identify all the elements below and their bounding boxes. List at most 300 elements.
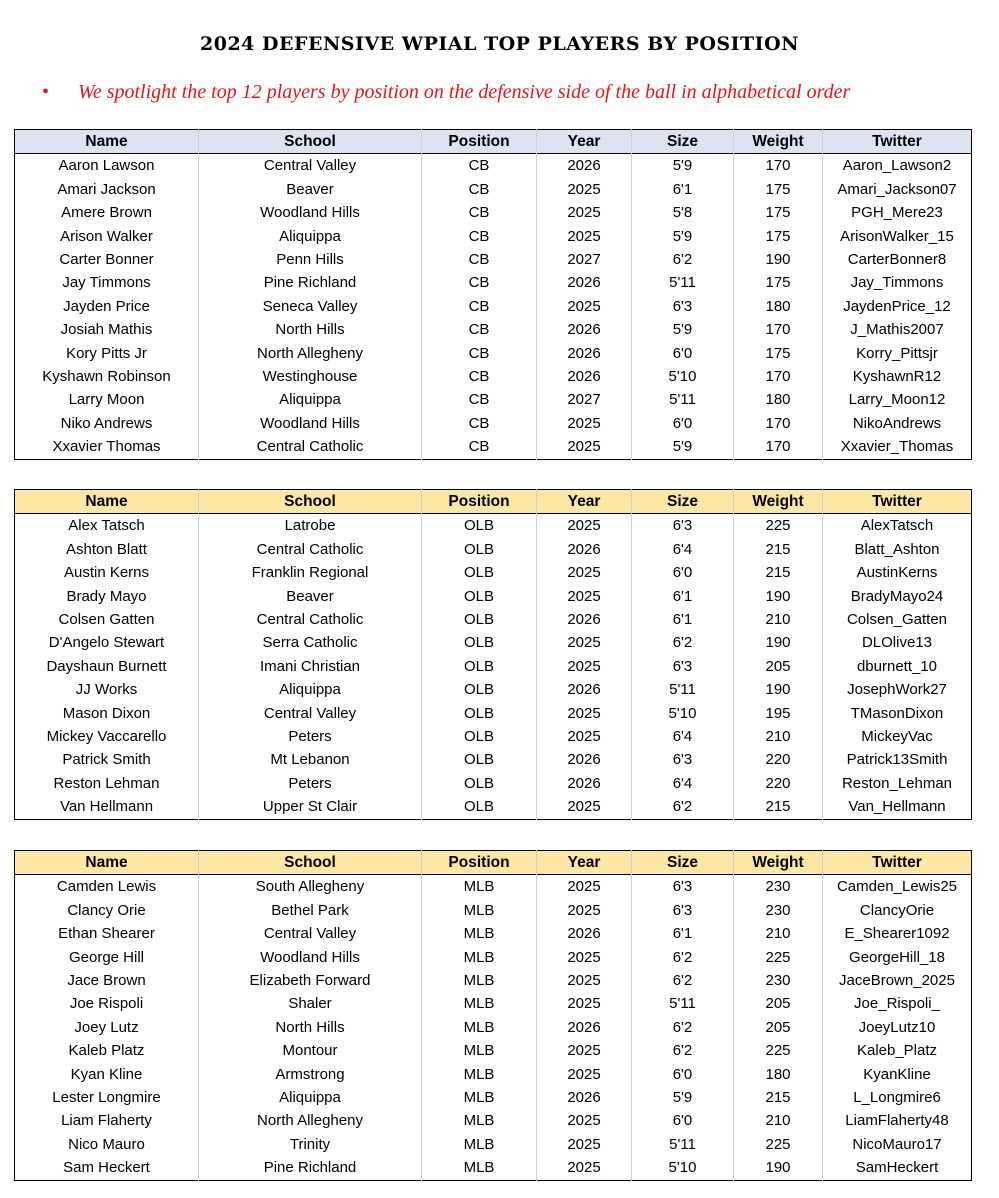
player-name-cell: Carter Bonner	[59, 251, 154, 269]
position-cell: MLB	[422, 969, 537, 992]
twitter-handle-cell: NicoMauro17	[823, 1133, 972, 1156]
twitter-handle-cell: LiamFlaherty48	[823, 1109, 972, 1132]
year-cell: 2025	[537, 178, 632, 201]
table-row	[15, 655, 972, 678]
column-header-school: School	[199, 130, 422, 154]
weight-cell: 190	[734, 678, 823, 701]
year-cell: 2026	[537, 271, 632, 294]
twitter-handle-cell: Amari_Jackson07	[823, 178, 972, 201]
year-cell: 2025	[537, 655, 632, 678]
table-row	[15, 702, 972, 725]
school-cell: Woodland Hills	[199, 946, 422, 969]
twitter-handle-cell: JosephWork27	[823, 678, 972, 701]
column-header-year: Year	[537, 490, 632, 514]
school-cell: North Allegheny	[199, 342, 422, 365]
school-cell: Seneca Valley	[199, 295, 422, 318]
school-cell: Central Catholic	[199, 608, 422, 631]
player-name-cell: Van Hellmann	[59, 798, 154, 816]
position-cell: CB	[422, 412, 537, 435]
twitter-handle-cell: Korry_Pittsjr	[823, 342, 972, 365]
position-cell: MLB	[422, 1016, 537, 1039]
weight-cell: 215	[734, 561, 823, 584]
year-cell: 2025	[537, 561, 632, 584]
twitter-handle-cell: ArisonWalker_15	[823, 225, 972, 248]
year-cell: 2027	[537, 248, 632, 271]
position-cell: CB	[422, 154, 537, 178]
player-name-cell: Mickey Vaccarello	[46, 728, 167, 746]
size-cell: 6'0	[632, 1063, 734, 1086]
weight-cell: 210	[734, 922, 823, 945]
school-cell: South Allegheny	[199, 875, 422, 899]
weight-cell: 175	[734, 225, 823, 248]
position-cell: CB	[422, 248, 537, 271]
table-row	[15, 795, 972, 819]
weight-cell: 225	[734, 946, 823, 969]
weight-cell: 230	[734, 899, 823, 922]
column-header-twitter: Twitter	[823, 130, 972, 154]
school-cell: Pine Richland	[199, 1156, 422, 1180]
twitter-handle-cell: Van_Hellmann	[823, 795, 972, 819]
size-cell: 6'2	[632, 631, 734, 654]
twitter-handle-cell: Reston_Lehman	[823, 772, 972, 795]
size-cell: 5'10	[632, 365, 734, 388]
table-row	[15, 295, 972, 318]
table-row	[15, 875, 972, 899]
twitter-handle-cell: Aaron_Lawson2	[823, 154, 972, 178]
weight-cell: 175	[734, 271, 823, 294]
size-cell: 6'3	[632, 655, 734, 678]
position-cell: CB	[422, 365, 537, 388]
position-cell: MLB	[422, 899, 537, 922]
year-cell: 2026	[537, 154, 632, 178]
school-cell: Woodland Hills	[199, 201, 422, 224]
school-cell: Aliquippa	[199, 1086, 422, 1109]
year-cell: 2027	[537, 388, 632, 411]
player-name-cell: Joe Rispoli	[69, 995, 144, 1013]
twitter-handle-cell: Larry_Moon12	[823, 388, 972, 411]
player-name-cell: Joey Lutz	[74, 1018, 139, 1036]
position-cell: CB	[422, 342, 537, 365]
school-cell: Armstrong	[199, 1063, 422, 1086]
position-cell: OLB	[422, 561, 537, 584]
year-cell: 2025	[537, 702, 632, 725]
weight-cell: 175	[734, 178, 823, 201]
school-cell: Peters	[199, 772, 422, 795]
school-cell: Imani Christian	[199, 655, 422, 678]
year-cell: 2025	[537, 225, 632, 248]
table-row	[15, 1086, 972, 1109]
table-row	[15, 248, 972, 271]
twitter-handle-cell: SamHeckert	[823, 1156, 972, 1180]
school-cell: Serra Catholic	[199, 631, 422, 654]
player-name-cell: D'Angelo Stewart	[48, 634, 165, 652]
player-name-cell: Jayden Price	[63, 297, 150, 315]
twitter-handle-cell: BradyMayo24	[823, 585, 972, 608]
weight-cell: 230	[734, 875, 823, 899]
size-cell: 6'3	[632, 514, 734, 538]
year-cell: 2025	[537, 992, 632, 1015]
twitter-handle-cell: CarterBonner8	[823, 248, 972, 271]
size-cell: 6'2	[632, 795, 734, 819]
column-header-name: Name	[85, 854, 128, 871]
twitter-handle-cell: JoeyLutz10	[823, 1016, 972, 1039]
cb-table	[14, 129, 972, 460]
table-row	[15, 1016, 972, 1039]
table-row	[15, 899, 972, 922]
size-cell: 6'4	[632, 538, 734, 561]
weight-cell: 170	[734, 412, 823, 435]
table-row	[15, 538, 972, 561]
weight-cell: 170	[734, 435, 823, 459]
year-cell: 2026	[537, 678, 632, 701]
size-cell: 6'2	[632, 1016, 734, 1039]
year-cell: 2025	[537, 295, 632, 318]
position-cell: OLB	[422, 514, 537, 538]
twitter-handle-cell: Jay_Timmons	[823, 271, 972, 294]
table-row	[15, 271, 972, 294]
year-cell: 2026	[537, 365, 632, 388]
position-cell: OLB	[422, 702, 537, 725]
column-header-name: Name	[85, 133, 128, 150]
size-cell: 5'10	[632, 702, 734, 725]
table-row	[15, 748, 972, 771]
player-name-cell: Austin Kerns	[63, 564, 150, 582]
player-name-cell: Mason Dixon	[62, 704, 151, 722]
size-cell: 5'11	[632, 678, 734, 701]
player-name-cell: Brady Mayo	[66, 587, 147, 605]
page-title: 2024 DEFENSIVE WPIAL TOP PLAYERS BY POSITION	[200, 33, 799, 55]
position-cell: MLB	[422, 1133, 537, 1156]
size-cell: 6'0	[632, 412, 734, 435]
table-row	[15, 388, 972, 411]
year-cell: 2025	[537, 1156, 632, 1180]
player-name-cell: Larry Moon	[68, 391, 145, 409]
table-row	[15, 154, 972, 178]
column-header-year: Year	[537, 851, 632, 875]
table-row	[15, 1133, 972, 1156]
column-header-size: Size	[632, 130, 734, 154]
position-cell: CB	[422, 388, 537, 411]
column-header-name: Name	[85, 493, 128, 510]
year-cell: 2025	[537, 899, 632, 922]
table-row	[15, 725, 972, 748]
size-cell: 6'2	[632, 1039, 734, 1062]
year-cell: 2025	[537, 1133, 632, 1156]
player-name-cell: Kaleb Platz	[68, 1042, 145, 1060]
year-cell: 2026	[537, 772, 632, 795]
weight-cell: 190	[734, 631, 823, 654]
weight-cell: 210	[734, 608, 823, 631]
weight-cell: 215	[734, 1086, 823, 1109]
school-cell: North Hills	[199, 1016, 422, 1039]
position-cell: CB	[422, 178, 537, 201]
school-cell: Elizabeth Forward	[199, 969, 422, 992]
size-cell: 5'10	[632, 1156, 734, 1180]
school-cell: Aliquippa	[199, 388, 422, 411]
table-row	[15, 342, 972, 365]
year-cell: 2026	[537, 748, 632, 771]
player-name-cell: Reston Lehman	[53, 774, 160, 792]
size-cell: 5'8	[632, 201, 734, 224]
school-cell: Latrobe	[199, 514, 422, 538]
position-cell: MLB	[422, 1086, 537, 1109]
position-cell: MLB	[422, 1063, 537, 1086]
weight-cell: 225	[734, 1133, 823, 1156]
position-cell: MLB	[422, 1039, 537, 1062]
player-name-cell: Dayshaun Burnett	[46, 657, 167, 675]
position-cell: MLB	[422, 1109, 537, 1132]
weight-cell: 170	[734, 318, 823, 341]
year-cell: 2025	[537, 969, 632, 992]
school-cell: Shaler	[199, 992, 422, 1015]
size-cell: 5'9	[632, 154, 734, 178]
intro-bullet	[42, 81, 850, 104]
column-header-size: Size	[632, 490, 734, 514]
size-cell: 6'2	[632, 946, 734, 969]
table-row	[15, 225, 972, 248]
table-row	[15, 1109, 972, 1132]
weight-cell: 230	[734, 969, 823, 992]
weight-cell: 170	[734, 154, 823, 178]
year-cell: 2026	[537, 538, 632, 561]
weight-cell: 190	[734, 1156, 823, 1180]
player-name-cell: Niko Andrews	[60, 414, 153, 432]
size-cell: 5'11	[632, 1133, 734, 1156]
year-cell: 2025	[537, 946, 632, 969]
size-cell: 5'11	[632, 271, 734, 294]
school-cell: Westinghouse	[199, 365, 422, 388]
school-cell: Beaver	[199, 585, 422, 608]
size-cell: 6'3	[632, 295, 734, 318]
twitter-handle-cell: dburnett_10	[823, 655, 972, 678]
twitter-handle-cell: Joe_Rispoli_	[823, 992, 972, 1015]
position-cell: OLB	[422, 772, 537, 795]
position-cell: OLB	[422, 608, 537, 631]
table-row	[15, 922, 972, 945]
player-name-cell: George Hill	[68, 948, 145, 966]
weight-cell: 175	[734, 342, 823, 365]
school-cell: Central Valley	[199, 154, 422, 178]
size-cell: 6'3	[632, 899, 734, 922]
table-header-row	[15, 130, 972, 154]
weight-cell: 190	[734, 248, 823, 271]
weight-cell: 205	[734, 992, 823, 1015]
weight-cell: 180	[734, 1063, 823, 1086]
twitter-handle-cell: NikoAndrews	[823, 412, 972, 435]
year-cell: 2025	[537, 875, 632, 899]
size-cell: 6'1	[632, 178, 734, 201]
player-name-cell: Jace Brown	[67, 972, 146, 990]
year-cell: 2025	[537, 725, 632, 748]
size-cell: 6'3	[632, 875, 734, 899]
table-row	[15, 435, 972, 459]
table-row	[15, 772, 972, 795]
position-cell: OLB	[422, 748, 537, 771]
twitter-handle-cell: Patrick13Smith	[823, 748, 972, 771]
size-cell: 5'9	[632, 318, 734, 341]
table-header-row	[15, 851, 972, 875]
twitter-handle-cell: GeorgeHill_18	[823, 946, 972, 969]
position-cell: MLB	[422, 1156, 537, 1180]
player-name-cell: Ethan Shearer	[58, 925, 155, 943]
twitter-handle-cell: Blatt_Ashton	[823, 538, 972, 561]
column-header-school: School	[199, 851, 422, 875]
player-name-cell: Clancy Orie	[67, 901, 146, 919]
year-cell: 2025	[537, 631, 632, 654]
size-cell: 5'9	[632, 435, 734, 459]
player-name-cell: Nico Mauro	[68, 1135, 145, 1153]
player-name-cell: JJ Works	[75, 681, 138, 699]
year-cell: 2026	[537, 342, 632, 365]
column-header-weight: Weight	[734, 490, 823, 514]
position-cell: CB	[422, 201, 537, 224]
size-cell: 6'4	[632, 725, 734, 748]
school-cell: Woodland Hills	[199, 412, 422, 435]
year-cell: 2025	[537, 1039, 632, 1062]
school-cell: North Hills	[199, 318, 422, 341]
player-name-cell: Xxavier Thomas	[52, 438, 161, 456]
year-cell: 2025	[537, 1063, 632, 1086]
table-row	[15, 1063, 972, 1086]
twitter-handle-cell: E_Shearer1092	[823, 922, 972, 945]
table-row	[15, 318, 972, 341]
year-cell: 2025	[537, 1109, 632, 1132]
weight-cell: 225	[734, 1039, 823, 1062]
table-row	[15, 608, 972, 631]
year-cell: 2026	[537, 608, 632, 631]
size-cell: 6'1	[632, 585, 734, 608]
twitter-handle-cell: AlexTatsch	[823, 514, 972, 538]
player-name-cell: Amere Brown	[61, 204, 152, 222]
player-name-cell: Kory Pitts Jr	[66, 344, 147, 362]
year-cell: 2026	[537, 318, 632, 341]
weight-cell: 190	[734, 585, 823, 608]
column-header-position: Position	[422, 130, 537, 154]
table-row	[15, 1039, 972, 1062]
table-row	[15, 514, 972, 538]
position-cell: OLB	[422, 725, 537, 748]
year-cell: 2025	[537, 201, 632, 224]
size-cell: 6'3	[632, 748, 734, 771]
school-cell: Aliquippa	[199, 225, 422, 248]
twitter-handle-cell: L_Longmire6	[823, 1086, 972, 1109]
weight-cell: 170	[734, 365, 823, 388]
size-cell: 6'1	[632, 922, 734, 945]
column-header-school: School	[199, 490, 422, 514]
size-cell: 5'9	[632, 225, 734, 248]
twitter-handle-cell: AustinKerns	[823, 561, 972, 584]
player-name-cell: Jay Timmons	[62, 274, 151, 292]
player-name-cell: Liam Flaherty	[61, 1112, 152, 1130]
weight-cell: 205	[734, 655, 823, 678]
school-cell: Beaver	[199, 178, 422, 201]
size-cell: 6'0	[632, 561, 734, 584]
player-name-cell: Patrick Smith	[62, 751, 151, 769]
intro-text: We spotlight the top 12 players by position on the defensive side of the ball in alphabetical order	[78, 81, 851, 103]
player-name-cell: Josiah Mathis	[60, 321, 153, 339]
size-cell: 6'1	[632, 608, 734, 631]
school-cell: Peters	[199, 725, 422, 748]
twitter-handle-cell: JaceBrown_2025	[823, 969, 972, 992]
player-name-cell: Camden Lewis	[56, 878, 157, 896]
school-cell: Upper St Clair	[199, 795, 422, 819]
twitter-handle-cell: J_Mathis2007	[823, 318, 972, 341]
size-cell: 6'0	[632, 1109, 734, 1132]
twitter-handle-cell: JaydenPrice_12	[823, 295, 972, 318]
weight-cell: 225	[734, 514, 823, 538]
bullet-icon: •	[42, 81, 50, 103]
table-row	[15, 969, 972, 992]
school-cell: Central Valley	[199, 922, 422, 945]
table-header-row	[15, 490, 972, 514]
size-cell: 6'0	[632, 342, 734, 365]
school-cell: Central Valley	[199, 702, 422, 725]
year-cell: 2025	[537, 795, 632, 819]
year-cell: 2025	[537, 514, 632, 538]
school-cell: Penn Hills	[199, 248, 422, 271]
weight-cell: 220	[734, 772, 823, 795]
column-header-position: Position	[422, 490, 537, 514]
table-row	[15, 992, 972, 1015]
player-name-cell: Arison Walker	[60, 227, 153, 245]
school-cell: Pine Richland	[199, 271, 422, 294]
table-row	[15, 585, 972, 608]
size-cell: 6'2	[632, 969, 734, 992]
twitter-handle-cell: Camden_Lewis25	[823, 875, 972, 899]
weight-cell: 195	[734, 702, 823, 725]
table-row	[15, 178, 972, 201]
column-header-weight: Weight	[734, 130, 823, 154]
column-header-twitter: Twitter	[823, 851, 972, 875]
table-row	[15, 561, 972, 584]
position-cell: CB	[422, 318, 537, 341]
position-cell: OLB	[422, 538, 537, 561]
position-cell: MLB	[422, 946, 537, 969]
weight-cell: 180	[734, 388, 823, 411]
table-row	[15, 201, 972, 224]
twitter-handle-cell: ClancyOrie	[823, 899, 972, 922]
position-cell: CB	[422, 225, 537, 248]
weight-cell: 215	[734, 795, 823, 819]
table-row	[15, 946, 972, 969]
player-name-cell: Alex Tatsch	[68, 517, 145, 535]
twitter-handle-cell: DLOlive13	[823, 631, 972, 654]
weight-cell: 205	[734, 1016, 823, 1039]
player-name-cell: Colsen Gatten	[58, 611, 155, 629]
weight-cell: 175	[734, 201, 823, 224]
weight-cell: 180	[734, 295, 823, 318]
table-row	[15, 631, 972, 654]
year-cell: 2025	[537, 585, 632, 608]
weight-cell: 210	[734, 725, 823, 748]
position-cell: OLB	[422, 631, 537, 654]
size-cell: 5'9	[632, 1086, 734, 1109]
position-cell: CB	[422, 271, 537, 294]
position-cell: OLB	[422, 795, 537, 819]
size-cell: 5'11	[632, 992, 734, 1015]
table-row	[15, 412, 972, 435]
school-cell: North Allegheny	[199, 1109, 422, 1132]
player-name-cell: Kyan Kline	[70, 1065, 143, 1083]
position-cell: MLB	[422, 922, 537, 945]
twitter-handle-cell: Colsen_Gatten	[823, 608, 972, 631]
size-cell: 5'11	[632, 388, 734, 411]
position-cell: MLB	[422, 992, 537, 1015]
position-cell: MLB	[422, 875, 537, 899]
year-cell: 2026	[537, 1086, 632, 1109]
column-header-position: Position	[422, 851, 537, 875]
player-name-cell: Sam Heckert	[63, 1159, 150, 1177]
